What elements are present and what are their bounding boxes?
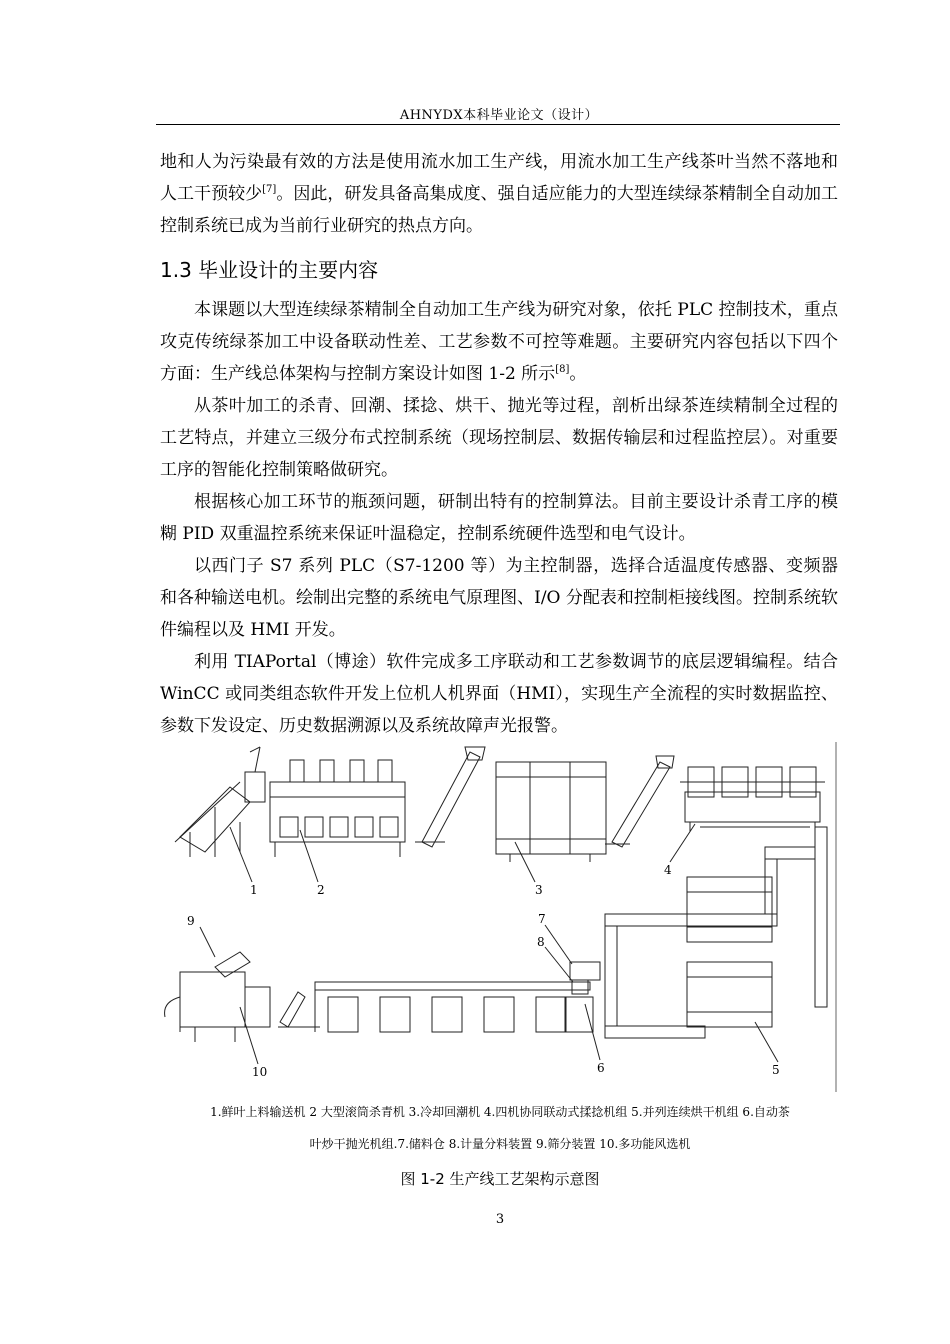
figure-legend-line-2: 叶炒干抛光机组.7.储料仓 8.计量分料装置 9.筛分装置 10.多功能风选机 bbox=[309, 1137, 691, 1151]
frying-polishing-group bbox=[315, 982, 593, 1032]
parallel-dryer-group bbox=[687, 877, 772, 1027]
paragraph-continued bbox=[160, 146, 838, 242]
page-number: 3 bbox=[495, 1212, 505, 1227]
figure-caption: 图 1-2 生产线工艺架构示意图 bbox=[400, 1170, 600, 1188]
figure-label-3: 3 bbox=[535, 883, 543, 897]
figure-label-5: 5 bbox=[772, 1063, 780, 1077]
figure-label-8: 8 bbox=[537, 935, 545, 949]
paragraph-6: 利用 TIAPortal（博途）软件完成多工序联动和工艺参数调节的底层逻辑编程。结合 WinCC 或同类组态软件开发上位机人机界面（HMI），实现生产全流程的实时数据监控、参数下发设定、历史数据溯源以及系统故障声光报警。 bbox=[160, 652, 838, 736]
elevator-conveyor-2 bbox=[605, 756, 674, 847]
return-conveyor bbox=[605, 827, 827, 1038]
drum-fixation-machine bbox=[270, 760, 405, 857]
paragraph-3: 从茶叶加工的杀青、回潮、揉捻、烘干、抛光等过程，剖析出绿茶连续精制全过程的工艺特点，并建立三级分布式控制系统（现场控制层、数据传输层和过程监控层）。对重要工序的智能化控制策略做研究。 bbox=[160, 396, 838, 480]
figure-label-10: 10 bbox=[252, 1065, 268, 1079]
figure-label-7: 7 bbox=[538, 912, 546, 926]
screening-winnowing-machine bbox=[165, 952, 270, 1042]
figure-label-6: 6 bbox=[597, 1061, 605, 1075]
section-heading: 1.3 毕业设计的主要内容 bbox=[160, 258, 379, 282]
paragraph-5: 以西门子 S7 系列 PLC（S7-1200 等）为主控制器，选择合适温度传感器、变频器和各种输送电机。绘制出完整的系统电气原理图、I/O 分配表和控制柜接线图。控制系统软件编程以及 HMI 开发。 bbox=[160, 556, 838, 640]
leader-lines bbox=[200, 824, 778, 1064]
paragraph-1-text-b: 。因此，研发具备高集成度、强自适应能力的大型连续绿茶精制全自动加工控制系统已成为当前行业研究的热点方向。 bbox=[160, 184, 839, 236]
figure-label-4: 4 bbox=[664, 863, 672, 877]
storage-bin-metering bbox=[570, 962, 600, 994]
production-line-figure bbox=[160, 742, 840, 1092]
figure-label-2: 2 bbox=[317, 883, 325, 897]
production-line-drawing bbox=[160, 742, 840, 1092]
figure-legend bbox=[160, 1096, 840, 1160]
citation-8: [8] bbox=[555, 364, 570, 375]
cooling-moisture-machine bbox=[496, 762, 606, 862]
citation-7: [7] bbox=[262, 184, 277, 195]
paragraph-2 bbox=[160, 294, 838, 390]
paragraph-2-text-a: 本课题以大型连续绿茶精制全自动加工生产线为研究对象，依托 PLC 控制技术，重点攻克传统绿茶加工中设备联动性差、工艺参数不可控等难题。主要研究内容包括以下四个方面：生产线总体架构与控制方案设计如图 1-2 所示 bbox=[160, 300, 838, 384]
header-rule bbox=[156, 124, 840, 125]
figure-legend-line-1: 1.鲜叶上料输送机 2 大型滚筒杀青机 3.冷却回潮机 4.四机协同联动式揉捻机组 5.并列连续烘干机组 6.自动茶 bbox=[210, 1105, 790, 1119]
figure-label-9: 9 bbox=[187, 914, 195, 928]
fresh-leaf-conveyor-machine bbox=[175, 747, 265, 857]
rolling-machine-group bbox=[680, 767, 825, 832]
paragraph-2-text-b: 。 bbox=[569, 364, 587, 384]
feed-conveyor-small bbox=[278, 992, 320, 1027]
paragraph-1-text-a: 地和人为污染最有效的方法是使用流水加工生产线，用流水加工生产线茶叶当然不落地和人工干预较少 bbox=[160, 152, 838, 204]
figure-label-1: 1 bbox=[250, 883, 258, 897]
running-header: AHNYDX本科毕业论文（设计） bbox=[399, 108, 599, 123]
paragraph-4: 根据核心加工环节的瓶颈问题，研制出特有的控制算法。目前主要设计杀青工序的模糊 PID 双重温控系统来保证叶温稳定，控制系统硬件选型和电气设计。 bbox=[160, 492, 838, 544]
elevator-conveyor-1 bbox=[415, 747, 485, 847]
section-body bbox=[160, 294, 838, 742]
